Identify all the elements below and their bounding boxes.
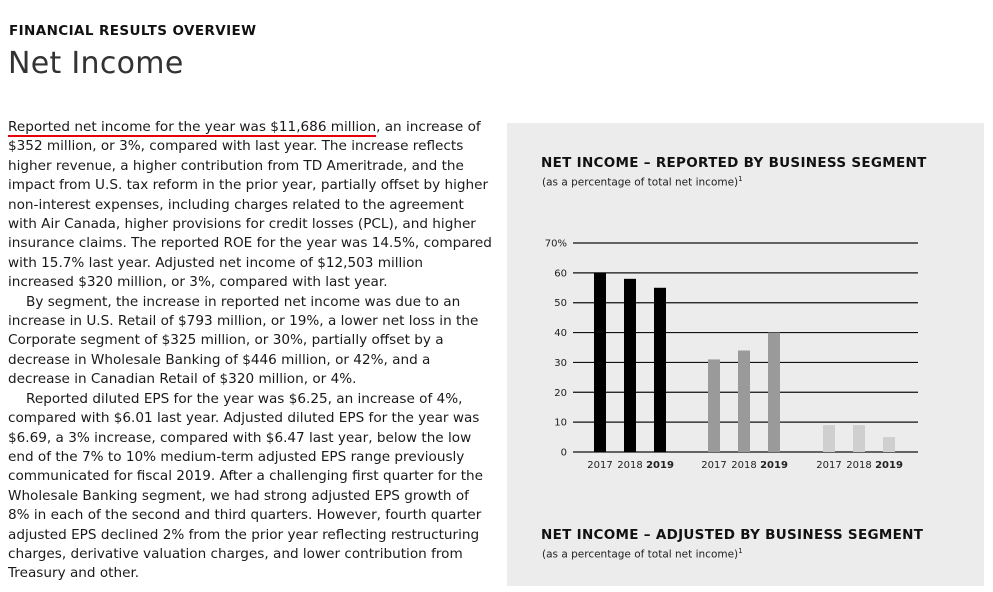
bar xyxy=(624,279,636,452)
section-label: FINANCIAL RESULTS OVERVIEW xyxy=(9,23,257,39)
x-tick-label: 2018 xyxy=(846,460,872,471)
chart2-title: NET INCOME – ADJUSTED BY BUSINESS SEGMENT xyxy=(541,527,924,543)
page-title: Net Income xyxy=(8,46,184,81)
x-tick-label: 2019 xyxy=(646,460,674,471)
paragraph-1 xyxy=(8,118,492,293)
chart2-subtitle: (as a percentage of total net income)$^1$ xyxy=(542,547,743,561)
bar xyxy=(883,437,895,452)
y-tick-label: 60 xyxy=(554,268,567,280)
highlighted-statement: Reported net income for the year was $11,686 million xyxy=(8,119,377,135)
x-tick-label: 2017 xyxy=(701,460,727,471)
x-tick-label: 2018 xyxy=(731,460,757,471)
x-tick-label: 2019 xyxy=(875,460,903,471)
x-tick-label: 2017 xyxy=(587,460,613,471)
y-tick-label: 40 xyxy=(554,328,567,340)
reported-net-income-chart xyxy=(507,123,984,586)
y-tick-label: 10 xyxy=(554,417,567,429)
chart-title: NET INCOME – REPORTED BY BUSINESS SEGMENT xyxy=(541,155,927,171)
y-tick-label: 30 xyxy=(554,357,567,369)
paragraph-3: Reported diluted EPS for the year was $6.25, an increase of 4%, compared with $6.01 last year. Adjusted diluted EPS for the year was $6.69, a 3% increase, compared with $6.47 last year, below the low end of the 7% to 10% medium-term adjusted EPS range previously communicated for fiscal 2019. After a challenging first quarter for the Wholesale Banking segment, we had strong adjusted EPS growth of 8% in each of the second and third quarters. However, fourth quarter adjusted EPS declined 2% from the prior year reflecting restructuring charges, derivative valuation charges, and lower contribution from Treasury and other. xyxy=(8,390,484,582)
bar xyxy=(823,425,835,452)
bar xyxy=(768,333,780,452)
bar xyxy=(654,288,666,452)
chart-subtitle: (as a percentage of total net income)$^1$ xyxy=(542,175,743,189)
x-tick-label: 2018 xyxy=(617,460,643,471)
y-tick-label: 20 xyxy=(554,387,567,399)
paragraph-1-rest: , an increase of $352 million, or 3%, compared with last year. The increase reflects higher revenue, a higher contribution from TD Ameritrade, and the impact from U.S. tax reform in the prior year, partially offset by higher non-interest expenses, including charges related to the agreement with Air Canada, higher provisions for credit losses (PCL), and higher insurance claims. The reported ROE for the year was 14.5%, compared with 15.7% last year. Adjusted net income of $12,503 million increased $320 million, or 3%, compared with last year. xyxy=(8,119,492,291)
footnote-marker: 1 xyxy=(738,175,743,183)
bar xyxy=(853,425,865,452)
paragraph-2: By segment, the increase in reported net income was due to an increase in U.S. Retail of $793 million, or 19%, a lower net loss in the Corporate segment of $325 million, or 30%, partially offset by a decrease in Wholesale Banking of $446 million, or 42%, and a decrease in Canadian Retail of $320 million, or 4%. xyxy=(8,293,479,388)
bar xyxy=(708,359,720,452)
chart-panel xyxy=(507,123,984,586)
body-text xyxy=(8,118,492,584)
bar xyxy=(594,273,606,452)
y-tick-label: 70% xyxy=(544,238,567,250)
y-tick-label: 50 xyxy=(554,298,567,310)
footnote-marker-2: 1 xyxy=(738,547,743,555)
x-tick-label: 2017 xyxy=(816,460,842,471)
x-tick-label: 2019 xyxy=(760,460,788,471)
y-tick-label: 0 xyxy=(560,447,567,459)
bar xyxy=(738,350,750,452)
